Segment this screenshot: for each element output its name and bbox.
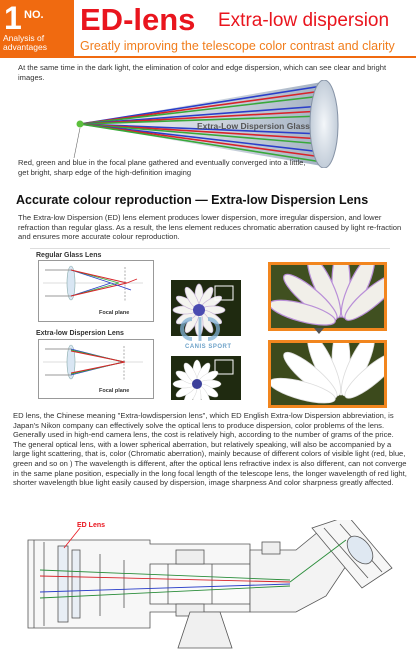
- glass-label: Extra-Low Dispersion Glass: [197, 121, 310, 131]
- regular-lens-panel: [38, 260, 154, 322]
- badge-analysis-label: Analysis of advantages: [3, 33, 47, 52]
- zoom-photo-regular: [268, 262, 387, 331]
- badge-no-label: NO.: [24, 9, 44, 21]
- canis-sport-logo-icon: [178, 313, 234, 345]
- section-text: The Extra-low Dispersion (ED) lens element produces lower dispersion, more irregular dispersion, and lower refraction than regular glass. As a result, the lens element reduces chromatic aberration caused by light re-fraction and ensures more accurate colour reproduction.: [18, 213, 402, 241]
- watermark-text: CANIS SPORT: [185, 344, 232, 350]
- lens-shape: [310, 80, 338, 168]
- regular-lens-title: Regular Glass Lens: [36, 252, 102, 259]
- diagram-caption: Red, green and blue in the focal plane gathered and eventually converged into a little, get bright, sharp edge of the high-definition imaging: [18, 158, 306, 177]
- zoom-photo-ed: [268, 340, 387, 408]
- ed-lens-callout: ED Lens: [77, 522, 106, 529]
- focal-plane-label-1: Focal plane: [99, 310, 130, 316]
- section-divider: [30, 248, 390, 249]
- flower-photo-ed: [171, 356, 241, 400]
- regular-lens-diagram: [39, 261, 153, 321]
- title-extra-low-dispersion: Extra-low dispersion: [218, 10, 390, 31]
- ed-lens-diagram: [39, 340, 153, 398]
- title-ed-lens: ED-lens: [80, 2, 196, 37]
- focal-point-icon: [77, 121, 84, 128]
- badge-number: 1: [4, 0, 22, 36]
- body-paragraph-2: The general optical lens, with a lower spherical aberration, but relatively speaking, will also be accompanied by a large light scattering, that is, color (Chromatic aberration), mainly because of different colors of visible light (red, blue, green and so on ) The wavelength is different, after the optical lens refractive index is also different, can not converge in the same plane position, especially in the long focal length of the telescope lens, the longer wavelength of red light, shorter wavelength blue light easily caused by dispersion, image sharpness And color sharpness greatly affected.: [13, 439, 407, 488]
- header-subtitle: Greatly improving the telescope color contrast and clarity: [80, 39, 395, 53]
- header-divider: [0, 56, 416, 58]
- arrow-down-icon: [314, 328, 324, 334]
- section-heading: Accurate colour reproduction — Extra-low Dispersion Lens: [16, 193, 369, 207]
- telescope-cross-section: [0, 520, 416, 655]
- body-text: [13, 411, 407, 488]
- ed-lens-title: Extra-low Dispersion Lens: [36, 330, 124, 337]
- body-paragraph-1: ED lens, the Chinese meaning "Extra-lowdispersion lens", which ED English Extra-low Dispersion abbreviation, is Japan's Nikon company can effectively solve the optical lens to produce dispersion, color problems of the lens. Generally used in high-end camera lens, the cost is relatively high, according to the number of grams of the price.: [13, 411, 394, 440]
- focal-plane-label-2: Focal plane: [99, 388, 130, 394]
- ed-lens-panel: [38, 339, 154, 399]
- advantage-number-badge: [0, 0, 74, 56]
- intro-text: At the same time in the dark light, the elimination of color and edge dispersion, which can see clear and bright images.: [18, 63, 387, 82]
